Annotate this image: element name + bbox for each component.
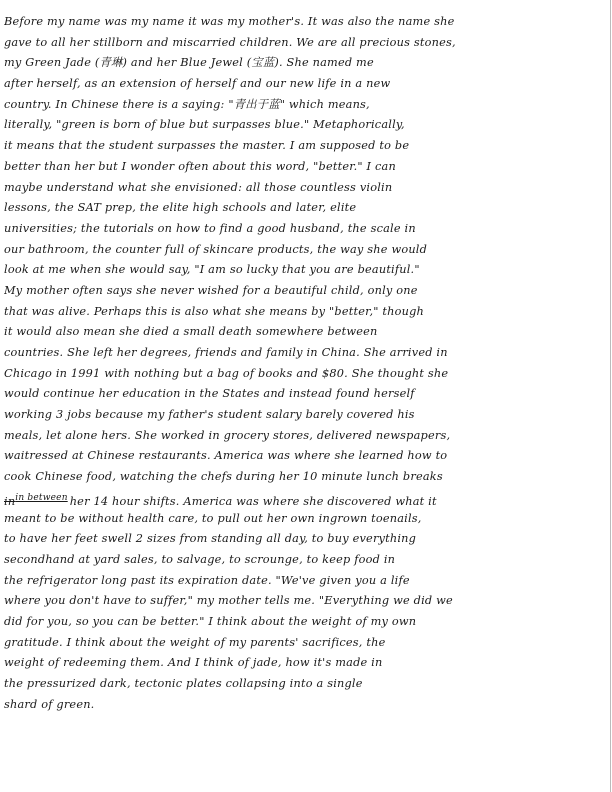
text-line: country. In Chinese there is a saying: "青出于蓝" which means, xyxy=(4,97,370,111)
text-line: literally, "green is born of blue but surpasses blue." Metaphorically, xyxy=(4,118,405,132)
text-line: waitressed at Chinese restaurants. America was where she learned how to xyxy=(4,449,448,463)
text-line: my Green Jade (青琳) and her Blue Jewel (宝蓝). She named me xyxy=(4,56,374,70)
text-line-with-correction xyxy=(4,488,604,509)
text-line: meals, let alone hers. She worked in grocery stores, delivered newspapers, xyxy=(4,428,451,442)
text-line: working 3 jobs because my father's student salary barely covered his xyxy=(4,408,415,422)
text-line: gave to all her stillborn and miscarried children. We are all precious stones, xyxy=(4,35,456,49)
handwritten-essay xyxy=(4,12,604,715)
text-line: it would also mean she died a small death somewhere between xyxy=(4,325,378,339)
struck-word: in xyxy=(4,494,16,508)
text-line: it means that the student surpasses the master. I am supposed to be xyxy=(4,139,410,153)
page-edge-line xyxy=(610,0,611,792)
text-line: countries. She left her degrees, friends and family in China. She arrived in xyxy=(4,346,448,359)
text-line: better than her but I wonder often about this word, "better." I can xyxy=(4,159,396,173)
text-line: shard of green. xyxy=(4,697,95,711)
inserted-correction: in between xyxy=(15,492,68,503)
text-line: My mother often says she never wished for a beautiful child, only one xyxy=(4,283,418,297)
text-line: weight of redeeming them. And I think of jade, how it's made in xyxy=(4,656,383,670)
text-line: our bathroom, the counter full of skincare products, the way she would xyxy=(4,242,428,256)
text-line: cook Chinese food, watching the chefs during her 10 minute lunch breaks xyxy=(4,470,443,484)
text-line: to have her feet swell 2 sizes from standing all day, to buy everything xyxy=(4,532,417,546)
text-line: would continue her education in the States and instead found herself xyxy=(4,387,415,401)
text-line: did for you, so you can be better." I think about the weight of my own xyxy=(4,614,417,628)
text-line: Chicago in 1991 with nothing but a bag of books and $80. She thought she xyxy=(4,366,449,380)
text-line: maybe understand what she envisioned: all those countless violin xyxy=(4,180,393,194)
text-line: universities; the tutorials on how to find a good husband, the scale in xyxy=(4,221,416,235)
text-line: that was alive. Perhaps this is also what she means by "better," though xyxy=(4,304,425,318)
text-line: lessons, the SAT prep, the elite high schools and later, elite xyxy=(4,201,357,215)
text-line: Before my name was my name it was my mother's. It was also the name she xyxy=(4,15,455,28)
line-remainder: her 14 hour shifts. America was where she discovered what it xyxy=(69,494,437,508)
text-line: gratitude. I think about the weight of my parents' sacrifices, the xyxy=(4,635,386,649)
text-line: after herself, as an extension of herself and our new life in a new xyxy=(4,77,391,91)
text-line: the pressurized dark, tectonic plates collapsing into a single xyxy=(4,677,363,690)
text-line: where you don't have to suffer," my mother tells me. "Everything we did we xyxy=(4,594,453,608)
text-line: secondhand at yard sales, to salvage, to scrounge, to keep food in xyxy=(4,552,396,566)
text-line: meant to be without health care, to pull out her own ingrown toenails, xyxy=(4,511,422,525)
text-line: the refrigerator long past its expiration date. "We've given you a life xyxy=(4,573,410,587)
text-line: look at me when she would say, "I am so lucky that you are beautiful." xyxy=(4,263,420,277)
